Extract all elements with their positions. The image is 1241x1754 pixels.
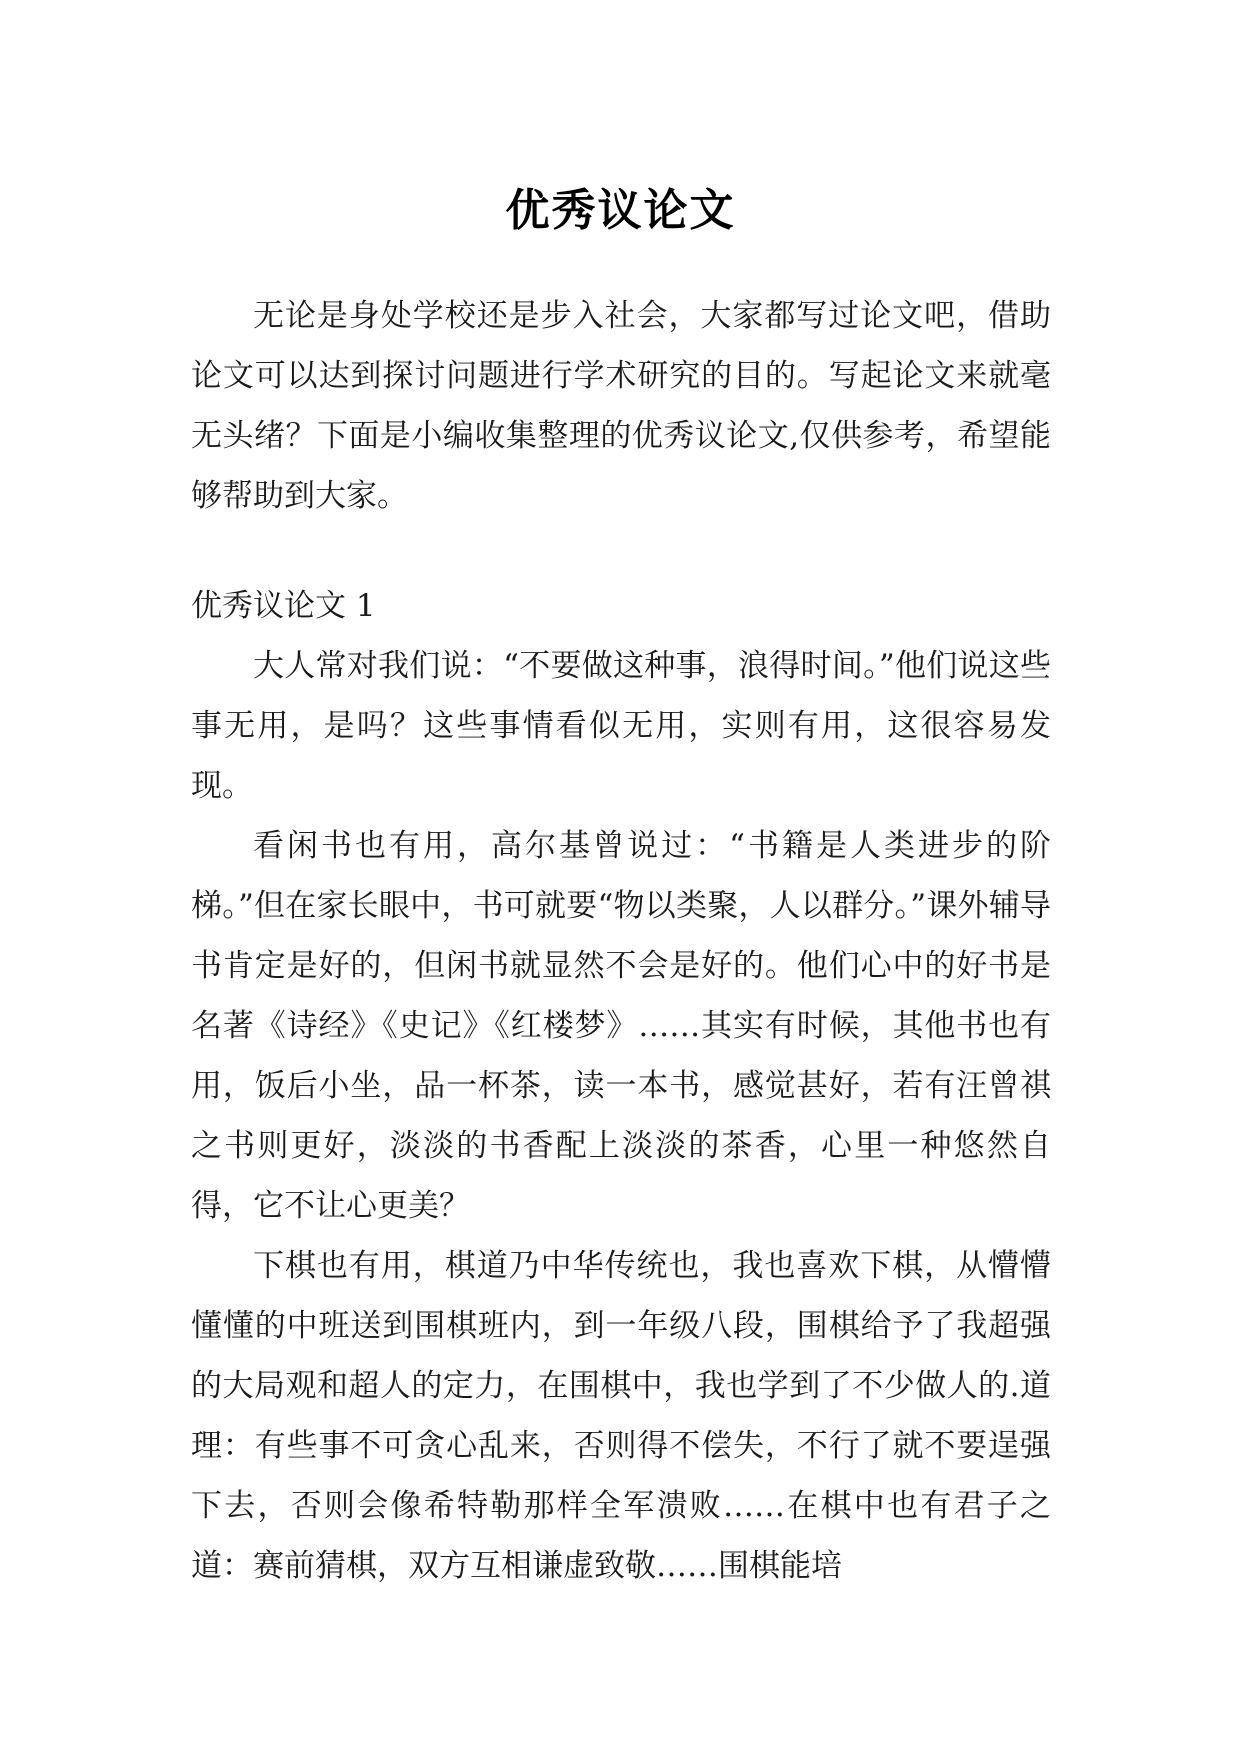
document-title: 优秀议论文: [505, 185, 736, 237]
intro-block: [191, 286, 1051, 526]
section-heading: 优秀议论文 1: [191, 588, 376, 624]
essay-paragraph-3: 下棋也有用，棋道乃中华传统也，我也喜欢下棋，从懵懵懂懂的中班送到围棋班内，到一年级八段，围棋给予了我超强的大局观和超人的定力，在围棋中，我也学到了不少做人的.道理：有些事不可贪心乱来，否则得不偿失，不行了就不要逞强下去，否则会像希特勒那样全军溃败……在棋中也有君子之道：赛前猜棋，双方互相谦虚致敬……围棋能培: [191, 1248, 1051, 1584]
essay-section: [191, 576, 1051, 1596]
essay-paragraph-2: 看闲书也有用，高尔基曾说过：“书籍是人类进步的阶梯。”但在家长眼中，书可就要“物以类聚，人以群分。”课外辅导书肯定是好的，但闲书就显然不会是好的。他们心中的好书是名著《诗经》《史记》《红楼梦》……其实有时候，其他书也有用，饭后小坐，品一杯茶，读一本书，感觉甚好，若有汪曾祺之书则更好，淡淡的书香配上淡淡的茶香，心里一种悠然自得，它不让心更美？: [191, 828, 1051, 1224]
essay-paragraph-1: 大人常对我们说：“不要做这种事，浪得时间。”他们说这些事无用，是吗？这些事情看似无用，实则有用，这很容易发现。: [191, 648, 1051, 804]
intro-paragraph: 无论是身处学校还是步入社会，大家都写过论文吧，借助论文可以达到探讨问题进行学术研究的目的。写起论文来就毫无头绪？下面是小编收集整理的优秀议论文,仅供参考，希望能够帮助到大家。: [191, 298, 1051, 514]
